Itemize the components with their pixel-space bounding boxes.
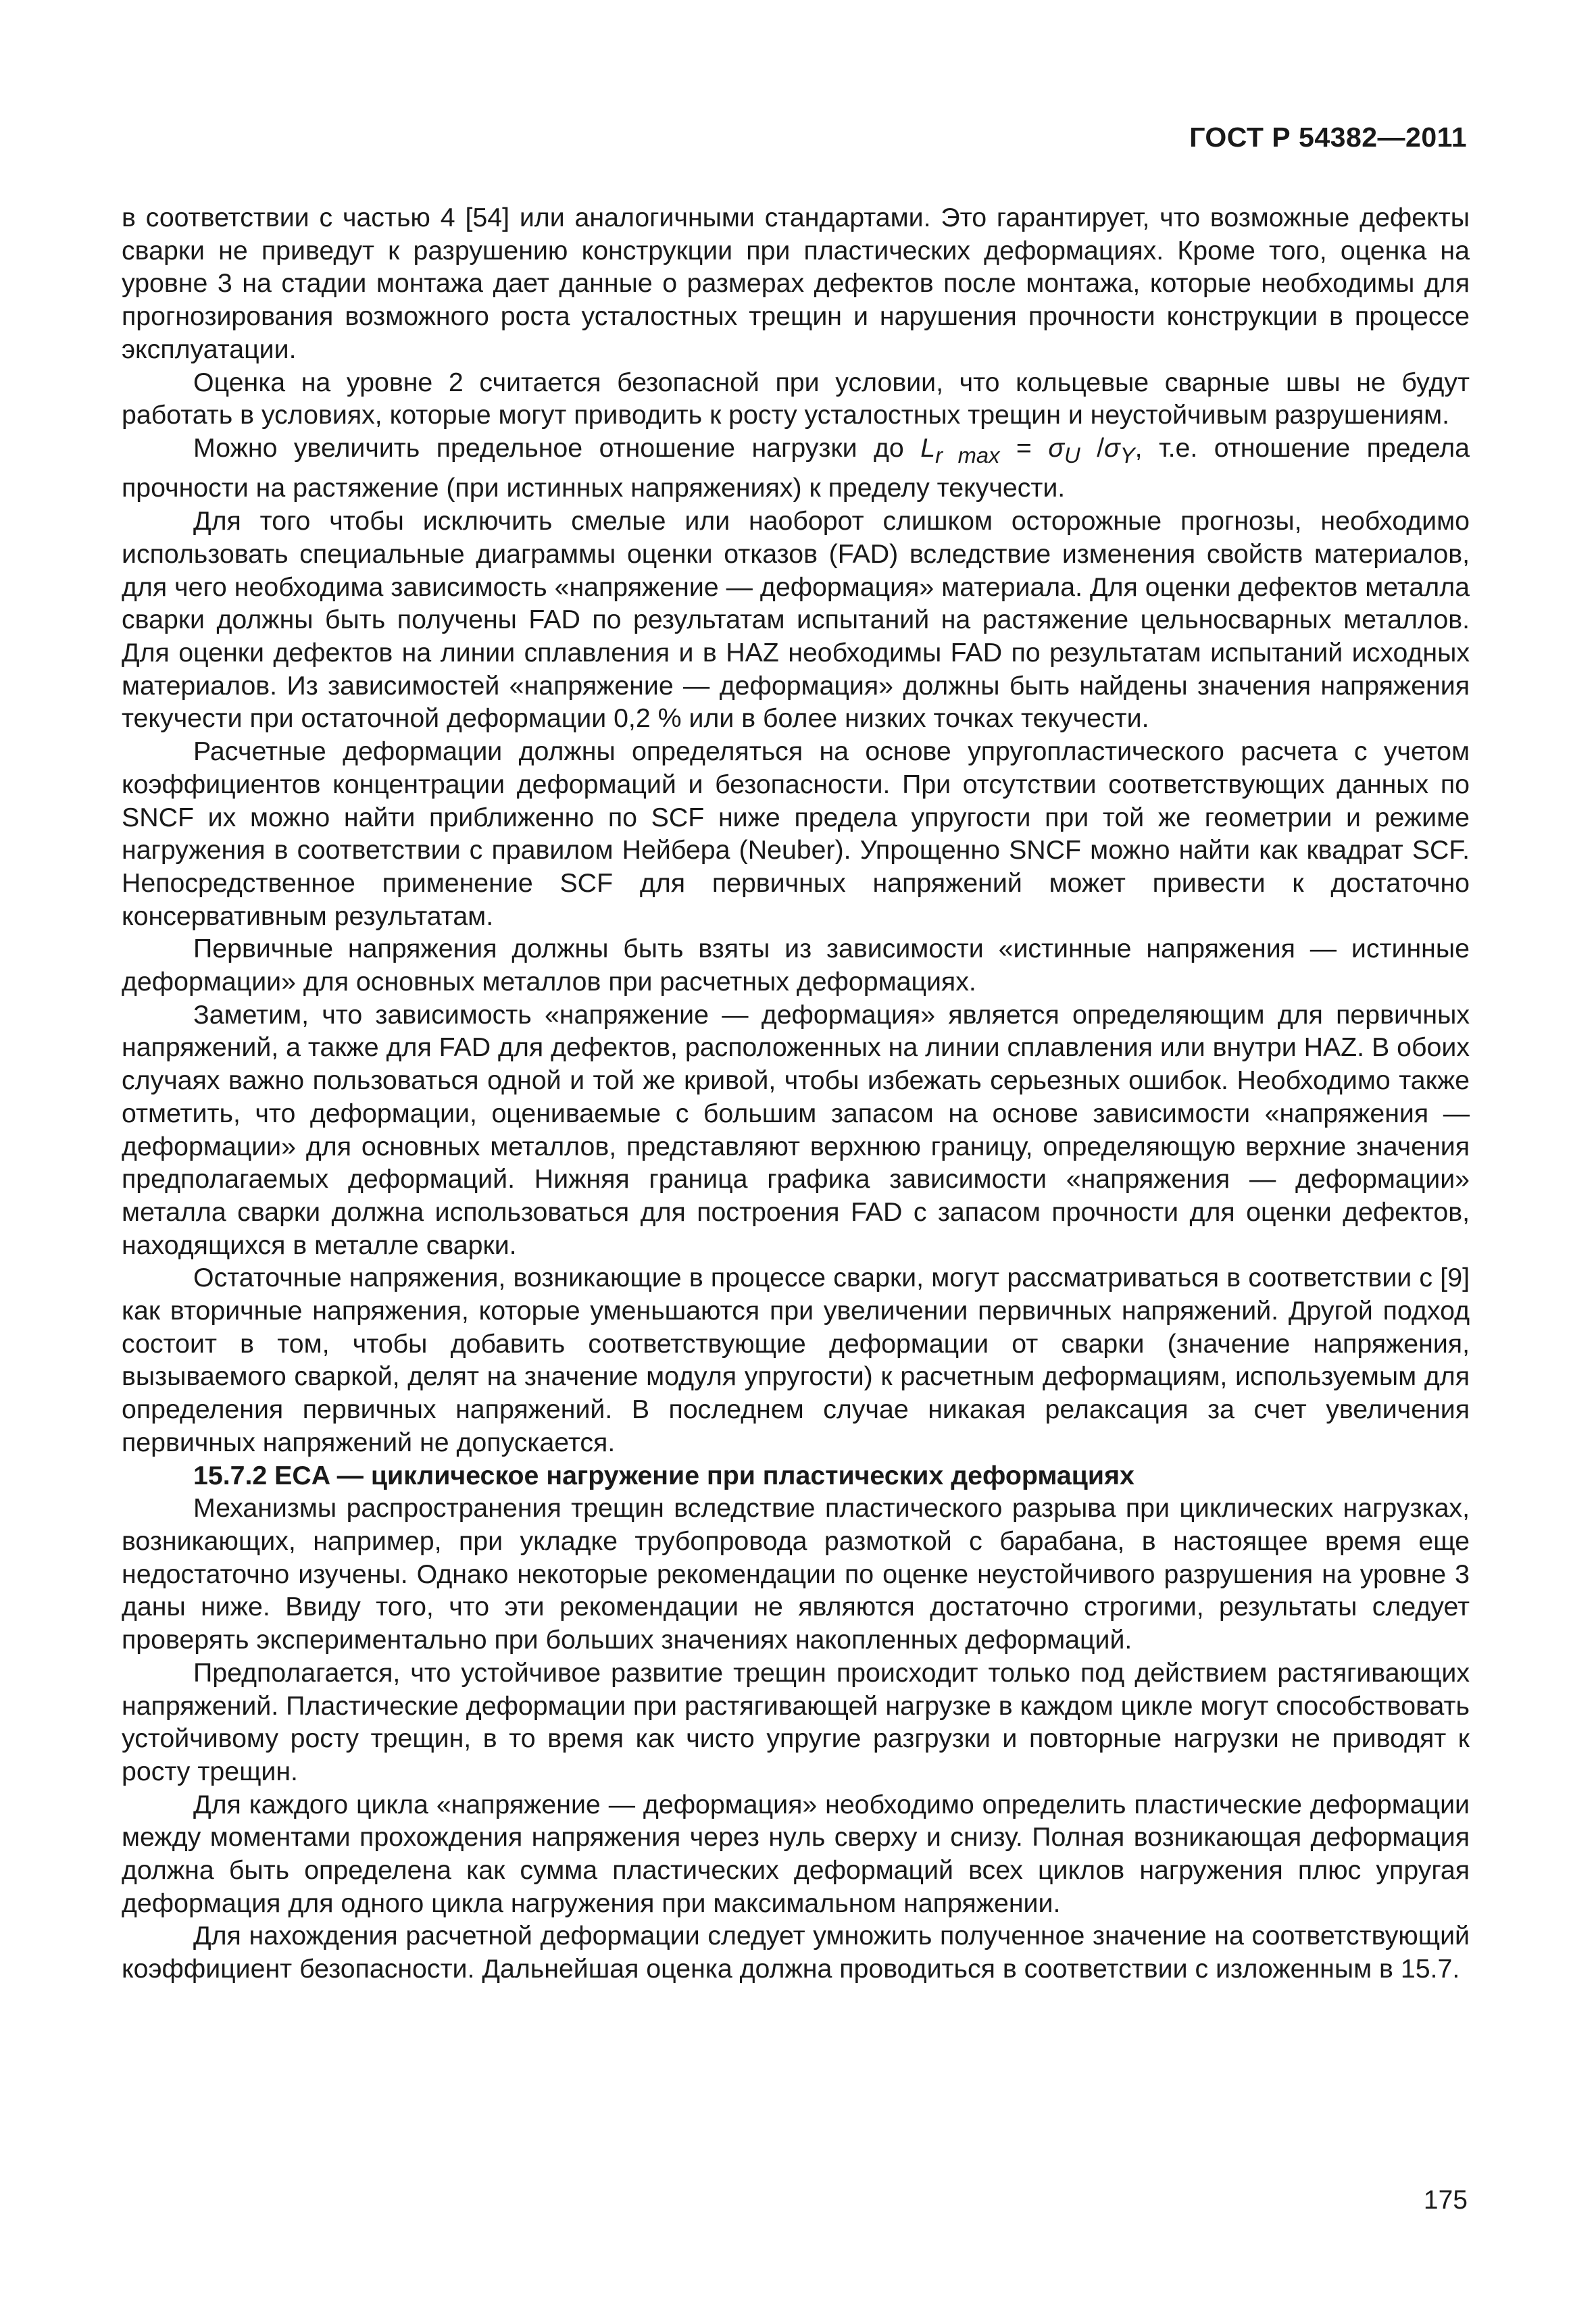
paragraph: Заметим, что зависимость «напряжение — деформация» является определяющим для первичных напряжений, а также для FAD для дефектов, расположенных на линии сплавления или внутри HAZ. В обоих случаях важно пользоваться одной и той же кривой, чтобы избежать серьезных ошибок. Необходимо также отметить, что деформации, оцениваемые с большим запасом на основе зависимости «напряжения — деформации» для основных металлов, представляют верхнюю границу, определяющую верхние значения предполагаемых деформаций. Нижняя граница графика зависимости «напряжения — деформации» металла сварки должна использоваться для построения FAD с запасом прочности для оценки дефектов, находящихся в металле сварки. [122,999,1470,1260]
document-code-header: ГОСТ Р 54382—2011 [1189,122,1467,153]
paragraph-text: Можно увеличить предельное отношение нагрузки до [193,432,921,463]
paragraph: Предполагается, что устойчивое развитие трещин происходит только под действием растягивающих напряжений. Пластические деформации при растягивающей нагрузке в каждом цикле могут способствовать устойчивому росту трещин, в то время как чисто упругие разгрузки и повторные нагрузки не приводят к росту трещин. [122,1657,1470,1786]
paragraph: Первичные напряжения должны быть взяты из зависимости «истинные напряжения — истинные деформации» для основных металлов при расчетных деформациях. [122,934,1470,997]
paragraph: Остаточные напряжения, возникающие в процессе сварки, могут рассматриваться в соответствии с [9] как вторичные напряжения, которые уменьшаются при увеличении первичных напряжений. Другой подход состоит в том, чтобы добавить соответствующие деформации от сварки (значение напряжения, вызываемого сваркой, делят на значение модуля упругости) к расчетным деформациям, используемым для определения первичных напряжений. В последнем случае никакая релаксация за счет увеличения первичных напряжений не допускается. [122,1263,1470,1457]
paragraph-load-ratio [122,432,1470,505]
paragraph: Расчетные деформации должны определяться на основе упругопластического расчета с учетом коэффициентов концентрации деформаций и безопасности. При отсутствии соответствующих данных по SNCF их можно найти приближенно по SCF ниже предела упругости при той же геометрии и режиме нагружения в соответствии с правилом Нейбера (Neuber). Упрощенно SNCF можно найти как квадрат SCF. Непосредственное применение SCF для первичных напряжений может привести к достаточно консервативным результатам. [122,736,1470,931]
page-body [122,201,1470,1986]
page-number: 175 [1423,2186,1468,2215]
formula-sigma-u: σ [1048,432,1065,463]
formula-l: L [920,432,936,463]
paragraph: Для того чтобы исключить смелые или наоборот слишком осторожные прогнозы, необходимо использовать специальные диаграммы оценки отказов (FAD) вследствие изменения свойств материалов, для чего необходима зависимость «напряжение — деформация» материала. Для оценки дефектов металла сварки должны быть получены FAD по результатам испытаний на растяжение цельносварных металлов. Для оценки дефектов на линии сплавления и в HAZ необходимы FAD по результатам испытаний исходных материалов. Из зависимостей «напряжение — деформация» должны быть найдены значения напряжения текучести при остаточной деформации 0,2 % или в более низких точках текучести. [122,506,1470,734]
paragraph: в соответствии с частью 4 [54] или аналогичными стандартами. Это гарантирует, что возможные дефекты сварки не приведут к разрушению конструкции при пластических деформациях. Кроме того, оценка на уровне 3 на стадии монтажа дает данные о размерах дефектов после монтажа, которые необходимы для прогнозирования возможного роста усталостных трещин и нарушения прочности конструкции в процессе эксплуатации. [122,203,1470,364]
section-heading: 15.7.2 ECA — циклическое нагружение при пластических деформациях [193,1460,1134,1490]
formula-sigma-y: σ [1104,432,1120,463]
paragraph: Для нахождения расчетной деформации следует умножить полученное значение на соответствующий коэффициент безопасности. Дальнейшая оценка должна проводиться в соответствии с изложенным в 15.7. [122,1921,1470,1984]
paragraph: Для каждого цикла «напряжение — деформация» необходимо определить пластические деформации между моментами прохождения напряжения через нуль сверху и снизу. Полная возникающая деформация должна быть определена как сумма пластических деформаций всех циклов нагружения плюс упругая деформация для одного цикла нагружения при максимальном напряжении. [122,1789,1470,1918]
formula-l-subscript: r max [935,442,1000,468]
formula-sigma-u-subscript: U [1064,442,1080,468]
paragraph: Механизмы распространения трещин вследствие пластического разрыва при циклических нагрузках, возникающих, например, при укладке трубопровода размоткой с барабана, в настоящее время еще недостаточно изучены. Однако некоторые рекомендации по оценке неустойчивого разрушения на уровне 3 даны ниже. Ввиду того, что эти рекомендации не являются достаточно строгими, результаты следует проверять экспериментально при больших значениях накопленных деформаций. [122,1493,1470,1655]
formula-sigma-y-subscript: Y [1120,442,1135,468]
paragraph-text: , т.е. отношение предела прочности на растяжение (при истинных напряжениях) к пределу текучести. [122,432,1470,503]
paragraph: Оценка на уровне 2 считается безопасной при условии, что кольцевые сварные швы не будут работать в условиях, которые могут приводить к росту усталостных трещин и неустойчивым разрушениям. [122,367,1470,430]
formula-equals: = [999,432,1049,463]
formula-slash: / [1080,432,1105,463]
